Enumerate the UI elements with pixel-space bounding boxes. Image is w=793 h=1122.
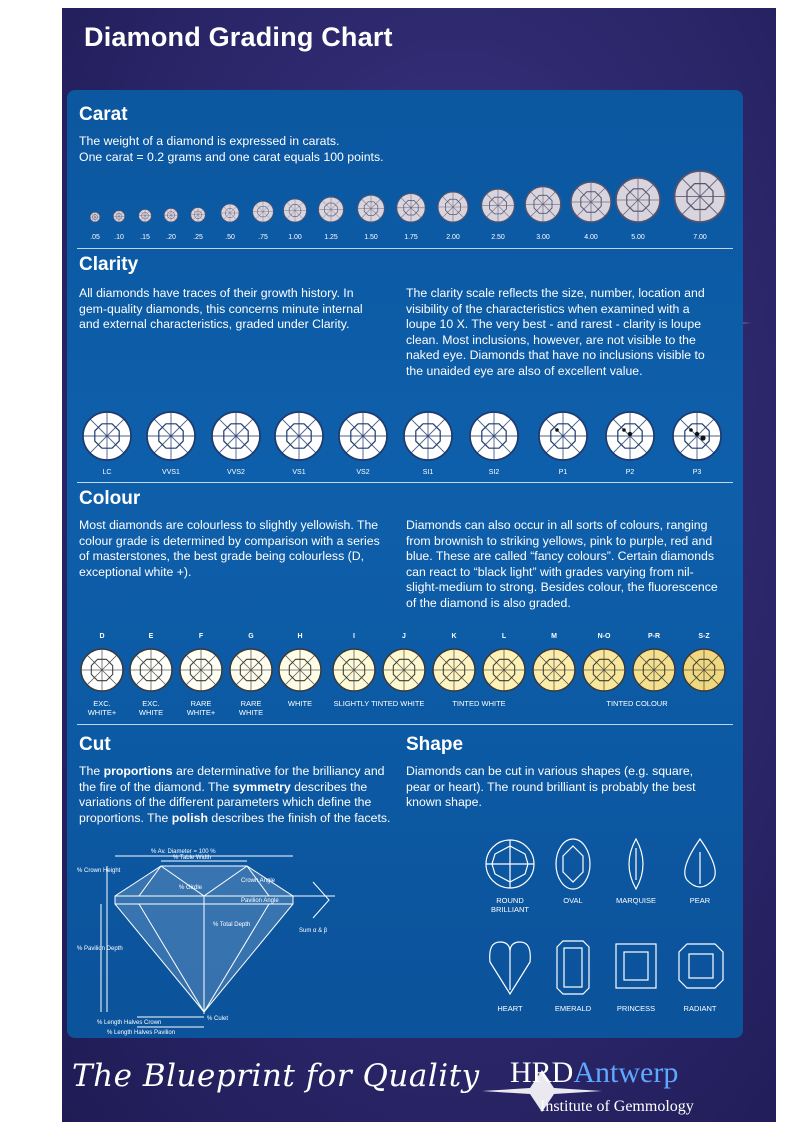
- colour-right-text: Diamonds can also occur in all sorts of colours, ranging from brownish to striking yellows, pink to purple, red and blue. These are called “fancy colours”. Certain diamonds can react to “black light” with grades varying from nil-slight-medium to strong. Besides colour, the fluorescence of the diamond is also graded.: [406, 518, 718, 610]
- clarity-diamond: [404, 412, 452, 460]
- sum-label: Sum α & β: [299, 928, 328, 934]
- crown-angle-label: Crown Angle: [241, 878, 276, 884]
- clarity-grade-label: VVS2: [227, 469, 245, 476]
- clarity-grade-label: SI2: [488, 469, 500, 476]
- colour-diamond: [583, 649, 625, 691]
- colour-grade-label: M: [551, 633, 557, 640]
- pavilion-angle-label: Pavilion Angle: [241, 898, 279, 904]
- pavilion-depth-label: % Pavilion Depth: [77, 946, 123, 952]
- colour-grade-label: G: [248, 633, 254, 640]
- page-title: Diamond Grading Chart: [84, 22, 393, 52]
- emerald-shape: [557, 941, 589, 994]
- carat-diamond: [284, 199, 307, 222]
- pear-shape: [685, 839, 715, 887]
- shape-label: PEAR: [689, 896, 711, 905]
- carat-text-line1: The weight of a diamond is expressed in carats.: [79, 134, 340, 148]
- culet-label: % Culet: [207, 1016, 229, 1022]
- av-diameter-label: % Av. Diameter = 100 %: [151, 849, 216, 855]
- colour-grade-label: S-Z: [698, 633, 710, 640]
- clarity-diamond: [83, 412, 131, 460]
- clarity-diamond: [275, 412, 323, 460]
- carat-size-label: 3.00: [536, 234, 550, 241]
- carat-size-label: 4.00: [584, 234, 598, 241]
- colour-diamond: [130, 649, 172, 691]
- clarity-diamond: [606, 412, 654, 460]
- colour-diamond: [81, 649, 123, 691]
- colour-diamond: [483, 649, 525, 691]
- colour-group-label: TINTED COLOUR: [606, 699, 668, 708]
- clarity-right-text: The clarity scale reflects the size, number, location and visibility of the characteristics when examined with a loupe 10 X. The very best - and rarest - clarity is loupe clean. Most inclusions, however, are not visible to the naked eye. Diamonds that have no inclusions visible to the unaided eye are also of excellent value.: [406, 286, 705, 378]
- carat-size-row: [67, 160, 743, 250]
- colour-diamond: [533, 649, 575, 691]
- colour-diamond: [230, 649, 272, 691]
- carat-diamond: [164, 208, 178, 222]
- clarity-diamond: [539, 412, 587, 460]
- colour-grade-label: D: [99, 633, 105, 640]
- carat-diamond: [221, 204, 239, 222]
- shape-label: RADIANT: [683, 1004, 717, 1013]
- clarity-grade-label: VVS1: [162, 469, 180, 476]
- carat-size-label: 1.50: [364, 234, 378, 241]
- colour-group-label: SLIGHTLY TINTED WHITE: [333, 699, 425, 708]
- colour-grade-label: F: [198, 633, 204, 640]
- clarity-grade-label: LC: [102, 469, 112, 476]
- clarity-grade-label: P3: [692, 469, 702, 476]
- carat-diamond: [191, 208, 206, 223]
- clarity-grade-label: VS2: [356, 469, 370, 476]
- poster: [62, 8, 776, 1122]
- colour-grade-label: J: [402, 633, 406, 640]
- carat-diamond: [616, 178, 660, 222]
- carat-size-label: .75: [258, 234, 268, 241]
- shape-label: PRINCESS: [616, 1004, 656, 1013]
- shape-heading: Shape: [406, 734, 464, 755]
- colour-group-label: EXC. WHITE+: [87, 699, 117, 717]
- colour-group-label: RARE WHITE: [238, 699, 264, 717]
- shape-text: Diamonds can be cut in various shapes (e.g. square, pear or heart). The round brilliant is probably the best known shape.: [406, 764, 696, 809]
- shape-label: HEART: [497, 1004, 523, 1013]
- clarity-diamond: [673, 412, 721, 460]
- carat-diamond: [397, 194, 425, 223]
- table-width-label: % Table Width: [173, 855, 212, 861]
- section-divider: [77, 482, 733, 483]
- clarity-grade-label: P1: [558, 469, 568, 476]
- carat-diamond: [482, 189, 515, 222]
- carat-diamond: [358, 195, 385, 222]
- shape-label: EMERALD: [554, 1004, 592, 1013]
- colour-group-label: RARE WHITE+: [186, 699, 216, 717]
- carat-heading: Carat: [79, 104, 128, 125]
- carat-size-label: .20: [166, 234, 176, 241]
- total-depth-label: % Total Depth: [213, 922, 251, 928]
- carat-size-label: .15: [140, 234, 150, 241]
- colour-grade-label: K: [451, 633, 457, 640]
- carat-size-label: 1.75: [404, 234, 418, 241]
- colour-grade-label: P-R: [647, 633, 661, 640]
- section-divider: [77, 724, 733, 725]
- colour-grade-label: N-O: [597, 633, 611, 640]
- footer-tagline: The Blueprint for Quality: [72, 1058, 480, 1094]
- colour-diamond: [633, 649, 675, 691]
- carat-diamond: [139, 209, 152, 222]
- shape-label: ROUND BRILLIANT: [491, 896, 529, 914]
- carat-diamond: [90, 212, 100, 222]
- carat-diamond: [113, 211, 124, 222]
- clarity-diamond: [147, 412, 195, 460]
- oval-shape: [556, 839, 590, 889]
- carat-size-label: .10: [114, 234, 124, 241]
- clarity-heading: Clarity: [79, 254, 139, 275]
- colour-grade-label: E: [148, 633, 154, 640]
- carat-size-label: 1.25: [324, 234, 338, 241]
- cut-proportions-diagram: [77, 842, 387, 1036]
- cut-text: The proportions are determinative for the brilliancy and the fire of the diamond. The symmetry describes the variations of the different parameters which define the proportions. The polish describes the finish of the facets.: [79, 764, 391, 825]
- carat-size-label: .50: [225, 234, 235, 241]
- shapes-grid: [485, 834, 735, 1028]
- clarity-grade-label: VS1: [292, 469, 306, 476]
- carat-size-label: .05: [90, 234, 100, 241]
- carat-diamond: [438, 192, 468, 222]
- carat-size-label: 7.00: [693, 234, 707, 241]
- halves-crown-label: % Length Halves Crown: [97, 1020, 162, 1026]
- princess-shape: [616, 944, 656, 988]
- colour-diamond: [333, 649, 375, 691]
- clarity-diamond: [470, 412, 518, 460]
- clarity-grade-row: [67, 402, 743, 478]
- clarity-diamond: [212, 412, 260, 460]
- colour-diamond: [383, 649, 425, 691]
- clarity-diamond: [339, 412, 387, 460]
- shape-label: MARQUISE: [615, 896, 656, 905]
- colour-diamond: [180, 649, 222, 691]
- carat-size-label: 5.00: [631, 234, 645, 241]
- marquise-shape: [629, 839, 643, 889]
- colour-left-text: Most diamonds are colourless to slightly yellowish. The colour grade is determined by comparison with a series of masterstones, the best grade being colourless (D, exceptional white +).: [79, 518, 380, 579]
- colour-diamond: [433, 649, 475, 691]
- carat-diamond: [675, 171, 726, 222]
- clarity-grade-label: P2: [625, 469, 635, 476]
- carat-size-label: .25: [193, 234, 203, 241]
- colour-diamond: [279, 649, 321, 691]
- carat-diamond: [253, 201, 274, 222]
- carat-text-line2: One carat = 0.2 grams and one carat equals 100 points.: [79, 150, 384, 164]
- carat-diamond: [571, 182, 611, 222]
- colour-grade-label: I: [353, 633, 355, 640]
- content-panel: [67, 90, 743, 1038]
- heart-shape: [490, 942, 531, 994]
- colour-diamond: [683, 649, 725, 691]
- clarity-left-text: All diamonds have traces of their growth history. In gem-quality diamonds, this concerns minute internal and external characteristics, graded under Clarity.: [79, 286, 363, 331]
- hrd-logo: HRDAntwerp: [510, 1056, 679, 1089]
- colour-grade-label: H: [297, 633, 303, 640]
- radiant-shape: [679, 944, 723, 988]
- carat-diamond: [318, 197, 343, 222]
- crown-height-label: % Crown Height: [77, 868, 121, 874]
- colour-heading: Colour: [79, 488, 141, 509]
- cut-heading: Cut: [79, 734, 111, 755]
- colour-group-label: EXC. WHITE: [138, 699, 164, 717]
- round-brilliant-shape: [486, 840, 534, 888]
- carat-size-label: 2.50: [491, 234, 505, 241]
- carat-size-label: 1.00: [288, 234, 302, 241]
- halves-pavilion-label: % Length Halves Pavilion: [107, 1030, 176, 1036]
- girdle-label: % Girdle: [179, 885, 203, 891]
- colour-group-label: WHITE: [287, 699, 313, 708]
- section-divider: [77, 248, 733, 249]
- shape-label: OVAL: [563, 896, 583, 905]
- carat-size-label: 2.00: [446, 234, 460, 241]
- clarity-grade-label: SI1: [422, 469, 434, 476]
- colour-grade-row: [67, 628, 743, 698]
- institute-name: Institute of Gemmology: [540, 1098, 694, 1115]
- colour-grade-label: L: [501, 633, 507, 640]
- carat-diamond: [525, 187, 560, 222]
- colour-group-label: TINTED WHITE: [452, 699, 506, 708]
